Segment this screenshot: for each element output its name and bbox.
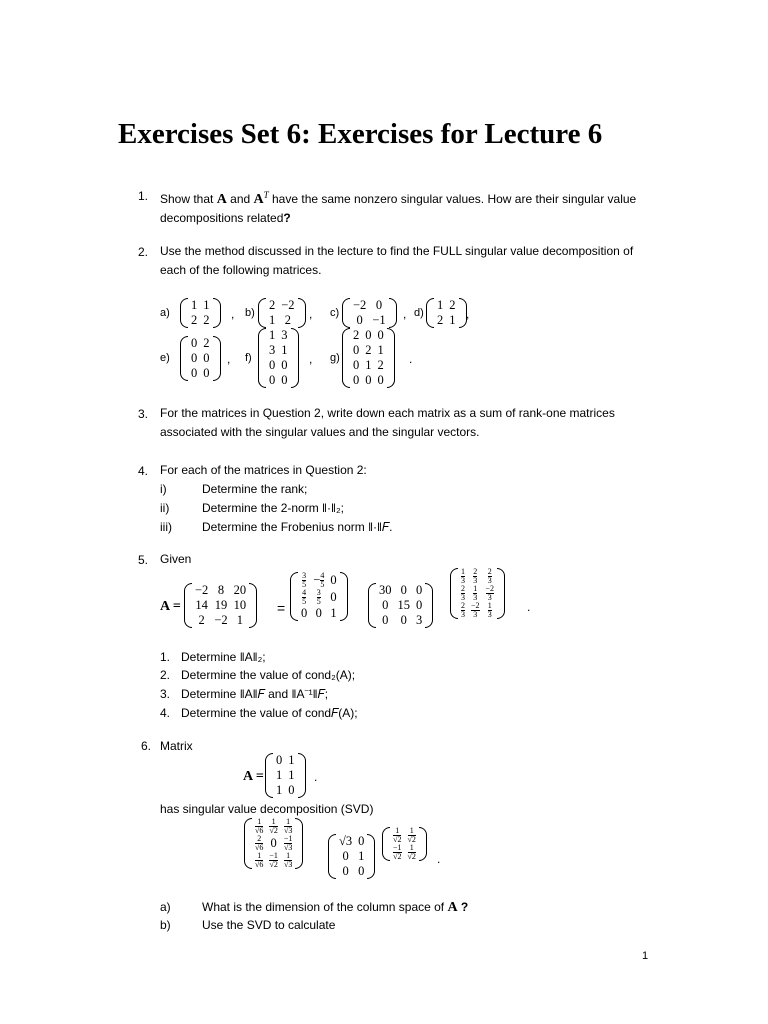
matrix-g xyxy=(342,328,395,388)
page-number: 1 xyxy=(642,950,649,962)
matrix-row xyxy=(350,328,387,343)
matrix-cell: 3 xyxy=(281,328,288,342)
matrix-cell: −2 xyxy=(195,583,209,597)
matrix-cell: 0 xyxy=(353,358,360,372)
matrix-cell: −2 xyxy=(281,298,295,312)
matrix-cell: 1 xyxy=(236,613,243,627)
q3-text: For the matrices in Question 2, write down each matrix as a sum of rank-one matrices associated with the singular values and the singular vectors. xyxy=(160,406,615,439)
q6-text: Matrix xyxy=(160,739,193,753)
matrix-cell: 0 xyxy=(353,343,360,357)
matrix-cell: 0 xyxy=(382,598,389,612)
matrix-cell: 2 xyxy=(198,613,205,627)
q5-item-text: Determine ‖A‖₂; xyxy=(181,650,266,664)
matrix-cell: 20 xyxy=(233,583,247,597)
matrix-cell: 0 xyxy=(416,583,423,597)
matrix-cell: 0 xyxy=(288,783,295,797)
q5-item-text: Determine the value of cond𝐹(A); xyxy=(181,706,358,720)
q5-equals: = xyxy=(277,600,286,616)
sep: , xyxy=(309,352,313,366)
matrix-row xyxy=(192,613,249,628)
label-a: a) xyxy=(160,307,170,319)
q3-number: 3. xyxy=(138,407,149,421)
sep: , xyxy=(309,307,313,321)
matrix-cell: 1 xyxy=(377,343,384,357)
matrix-cell: 2 xyxy=(377,358,384,372)
matrix-row xyxy=(376,613,425,628)
matrix-cell: 2 xyxy=(365,343,372,357)
matrix-cell: 19 xyxy=(214,598,228,612)
matrix-cell: 2 xyxy=(269,298,276,312)
matrix-cell: 8 xyxy=(217,583,225,597)
sep: . xyxy=(314,770,318,784)
matrix-row xyxy=(188,366,213,381)
q6-item-text: What is the dimension of the column space of A ? xyxy=(202,900,469,915)
matrix-row xyxy=(350,343,387,358)
matrix-row xyxy=(266,358,291,373)
matrix-cell: 1 xyxy=(437,298,444,312)
q4-item-text: Determine the Frobenius norm ‖·‖𝐹. xyxy=(202,520,393,534)
sep: . xyxy=(527,600,531,614)
matrix-cell: 0 xyxy=(276,753,283,767)
matrix-cell: 1 xyxy=(449,313,456,327)
matrix-cell: 0 xyxy=(203,351,210,365)
q5-item-num: 3. xyxy=(160,687,171,701)
q6-item-label: a) xyxy=(160,900,171,914)
q5-matrix-vt: $\frac{1}{3}$ $\frac{2}{3}$ $\frac{2}{3}$ $\frac{2}{3}$ $\frac{1}{3}$ $\frac{-2}{3}$ $\frac{2}{3}$ $\frac{-2}{3}$ $\frac{1}{3}$ xyxy=(450,568,505,619)
matrix-cell: 30 xyxy=(379,583,392,597)
label-c: c) xyxy=(330,307,340,319)
matrix-cell: 1 xyxy=(203,298,210,312)
matrix-cell: 0 xyxy=(375,298,383,312)
matrix-cell: 1 xyxy=(281,343,288,357)
q5-matrix-sigma xyxy=(368,583,433,628)
matrix-row xyxy=(336,864,367,879)
matrix-cell: 15 xyxy=(397,598,410,612)
matrix-a xyxy=(180,298,221,328)
q2-number: 2. xyxy=(138,245,149,259)
matrix-row xyxy=(376,598,425,613)
q6-item-text: Use the SVD to calculate xyxy=(202,918,336,932)
matrix-row xyxy=(350,313,389,328)
matrix-row xyxy=(273,768,298,783)
matrix-cell: 1 xyxy=(276,783,283,797)
matrix-row xyxy=(266,298,298,313)
matrix-cell: 1 xyxy=(288,768,295,782)
matrix-cell: 0 xyxy=(416,598,423,612)
matrix-row xyxy=(192,598,249,613)
q5-item-num: 2. xyxy=(160,668,171,682)
matrix-cell: 2 xyxy=(449,298,456,312)
matrix-cell: 2 xyxy=(203,336,210,350)
matrix-cell: 0 xyxy=(356,313,363,327)
matrix-cell: 0 xyxy=(342,849,349,863)
matrix-cell: 0 xyxy=(400,613,407,627)
sep: . xyxy=(437,852,441,866)
matrix-row xyxy=(188,336,213,351)
q6-svd-text: has singular value decomposition (SVD) xyxy=(160,802,374,816)
q2-text: Use the method discussed in the lecture to find the FULL singular value decomposition of each of the following matrices. xyxy=(160,244,634,277)
matrix-cell: 1 xyxy=(269,328,276,342)
label-e: e) xyxy=(160,352,170,364)
q1-number: 1. xyxy=(138,189,149,203)
q6-matrix-vt: $\frac{1}{√2}$ $\frac{1}{√2}$ $\frac{-1}{√2}$ $\frac{1}{√2}$ xyxy=(382,827,427,861)
sep: , xyxy=(227,352,231,366)
q5-matrix-u: $\frac{3}{5}$ − $\frac{4}{5}$ 0 $\frac{4}{5}$ $\frac{3}{5}$ 0 0 0 1 xyxy=(290,572,348,621)
q5-lhs: A = xyxy=(160,599,181,614)
q4-text: For each of the matrices in Question 2: xyxy=(160,463,367,477)
matrix-c xyxy=(342,298,397,328)
matrix-row xyxy=(336,834,367,849)
q4-item-label: iii) xyxy=(160,520,172,534)
sep: , xyxy=(403,307,407,321)
matrix-cell: 1 xyxy=(358,849,365,863)
matrix-cell: 0 xyxy=(400,583,407,597)
matrix-cell: 2 xyxy=(284,313,292,327)
matrix-cell: 0 xyxy=(281,358,288,372)
matrix-cell: 1 xyxy=(365,358,372,372)
matrix-cell: 0 xyxy=(358,834,365,848)
matrix-cell: 0 xyxy=(365,328,372,342)
matrix-row xyxy=(350,373,387,388)
q6-lhs: A = xyxy=(243,769,264,784)
matrix-cell: 2 xyxy=(191,313,198,327)
matrix-cell: 0 xyxy=(382,613,389,627)
label-b: b) xyxy=(245,307,255,319)
matrix-cell: 3 xyxy=(416,613,423,627)
label-g: g) xyxy=(330,352,340,364)
q5-item-num: 4. xyxy=(160,706,171,720)
matrix-cell: 0 xyxy=(281,373,288,387)
matrix-row xyxy=(188,298,213,313)
matrix-row xyxy=(336,849,367,864)
matrix-f xyxy=(258,328,299,388)
matrix-row xyxy=(266,343,291,358)
matrix-cell: 0 xyxy=(191,336,198,350)
matrix-row xyxy=(350,358,387,373)
q6-matrix-u: $\frac{1}{√6}$ $\frac{1}{√2}$ $\frac{1}{√3}$ $\frac{2}{√6}$ 0 $\frac{-1}{√3}$ $\frac{1}{√6}$ $\frac{-1}{√2}$ $\frac{1}{√3}$ xyxy=(244,818,303,869)
matrix-cell: 0 xyxy=(358,864,365,878)
matrix-cell: 0 xyxy=(342,864,349,878)
page-title: Exercises Set 6: Exercises for Lecture 6 xyxy=(118,118,603,150)
matrix-e xyxy=(180,336,221,381)
matrix-cell: 0 xyxy=(269,373,276,387)
matrix-cell: −2 xyxy=(214,613,228,627)
matrix-row xyxy=(266,328,291,343)
matrix-cell: 1 xyxy=(276,768,283,782)
q4-item-label: ii) xyxy=(160,501,170,515)
matrix-row xyxy=(266,373,291,388)
matrix-cell: 0 xyxy=(191,351,198,365)
matrix-row xyxy=(192,583,249,598)
q5-item-num: 1. xyxy=(160,650,171,664)
q4-item-text: Determine the rank; xyxy=(202,482,308,496)
label-f: f) xyxy=(245,352,252,364)
matrix-row xyxy=(273,753,298,768)
q4-item-text: Determine the 2-norm ‖·‖₂; xyxy=(202,501,344,515)
matrix-row xyxy=(188,313,213,328)
matrix-row xyxy=(434,298,459,313)
q5-number: 5. xyxy=(138,553,149,567)
matrix-row xyxy=(434,313,459,328)
matrix-cell: 3 xyxy=(269,343,276,357)
q1-text: Show that A and $A^T$ have the same nonzero singular values. How are their singular value decompositions related? xyxy=(160,190,637,225)
q5-text: Given xyxy=(160,552,192,566)
matrix-row xyxy=(266,313,298,328)
matrix-row xyxy=(188,351,213,366)
matrix-cell: 1 xyxy=(288,753,295,767)
sep: , xyxy=(231,307,235,321)
label-d: d) xyxy=(414,307,424,319)
matrix-cell: 0 xyxy=(353,373,360,387)
matrix-cell: 0 xyxy=(269,358,276,372)
matrix-cell: 2 xyxy=(437,313,444,327)
matrix-row xyxy=(273,783,298,798)
sep: . xyxy=(409,352,413,366)
q5-item-text: Determine the value of cond₂(A); xyxy=(181,668,356,682)
matrix-cell: 2 xyxy=(353,328,360,342)
matrix-d xyxy=(426,298,470,328)
q5-item-text: Determine ‖A‖𝐹 and ‖A⁻¹‖𝐹; xyxy=(181,687,329,701)
q4-number: 4. xyxy=(138,464,149,478)
matrix-cell: −2 xyxy=(353,298,367,312)
q6-matrix-sigma xyxy=(328,834,375,879)
matrix-cell: −1 xyxy=(372,313,386,327)
matrix-cell: 0 xyxy=(377,373,384,387)
matrix-cell: 0 xyxy=(365,373,372,387)
q6-matrix-a xyxy=(265,753,306,798)
matrix-cell: 0 xyxy=(191,366,198,380)
matrix-cell: √3 xyxy=(339,834,353,848)
matrix-cell: 1 xyxy=(191,298,198,312)
q6-number: 6. xyxy=(141,739,152,753)
matrix-row xyxy=(376,583,425,598)
matrix-cell: 10 xyxy=(233,598,247,612)
matrix-cell: 0 xyxy=(203,366,210,380)
q4-item-label: i) xyxy=(160,482,167,496)
matrix-b xyxy=(258,298,306,328)
matrix-cell: 0 xyxy=(377,328,384,342)
matrix-cell: 14 xyxy=(195,598,208,612)
q5-matrix-a xyxy=(184,583,257,628)
matrix-cell: 1 xyxy=(269,313,276,327)
sep: , xyxy=(466,307,470,321)
q6-item-label: b) xyxy=(160,918,171,932)
matrix-cell: 2 xyxy=(203,313,210,327)
matrix-row xyxy=(350,298,389,313)
